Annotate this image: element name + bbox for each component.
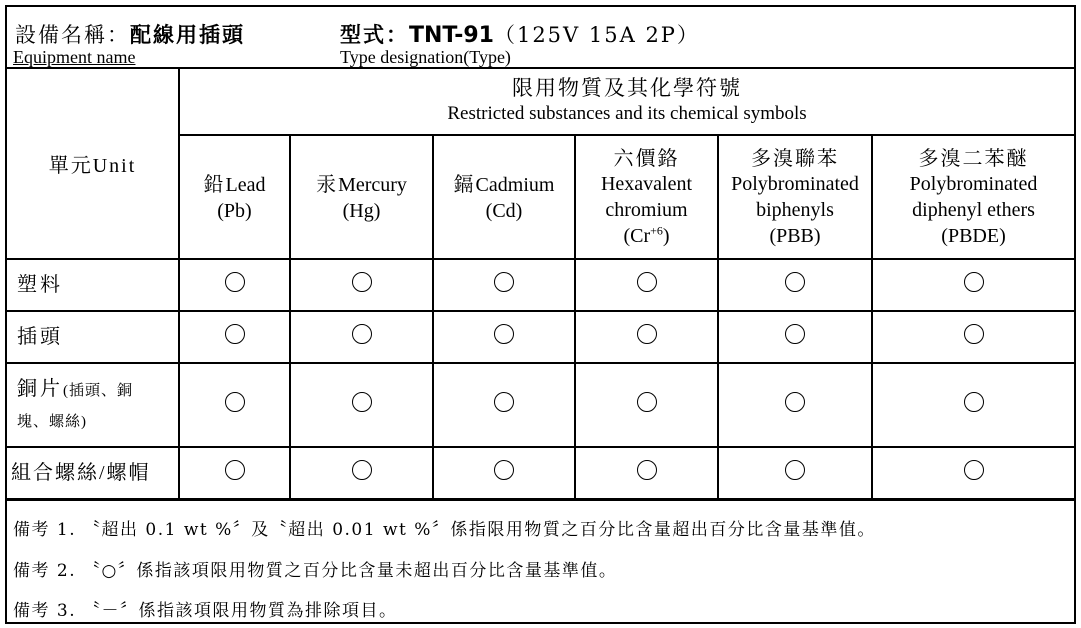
circle-icon	[225, 324, 245, 344]
table-row	[7, 259, 1074, 311]
circle-icon	[785, 272, 805, 292]
cell-mark	[872, 311, 1074, 363]
circle-icon	[964, 272, 984, 292]
header-section	[7, 7, 1074, 69]
cell-mark	[718, 311, 872, 363]
table-row	[7, 447, 1074, 499]
circle-icon	[225, 392, 245, 412]
cell-mark	[290, 311, 433, 363]
row-label-plastic: 塑料	[7, 259, 179, 311]
circle-icon	[494, 272, 514, 292]
cell-mark	[718, 447, 872, 499]
table-row	[7, 311, 1074, 363]
col-header-pbde: 多溴二苯醚 Polybrominated diphenyl ethers (PBDE)	[872, 135, 1074, 259]
col-header-pbb: 多溴聯苯 Polybrominated biphenyls (PBB)	[718, 135, 872, 259]
circle-icon	[494, 460, 514, 480]
cell-mark	[872, 363, 1074, 447]
col-header-hexavalent-chromium: 六價鉻 Hexavalent chromium $(Cr^{+6})$	[575, 135, 718, 259]
circle-icon	[225, 460, 245, 480]
row-label-plug: 插頭	[7, 311, 179, 363]
cell-mark	[718, 259, 872, 311]
circle-icon	[352, 324, 372, 344]
cell-mark	[575, 447, 718, 499]
cell-mark	[575, 259, 718, 311]
cell-mark	[179, 311, 290, 363]
cell-mark	[290, 259, 433, 311]
circle-icon	[785, 392, 805, 412]
circle-icon	[494, 324, 514, 344]
cell-mark	[575, 363, 718, 447]
circle-icon	[785, 460, 805, 480]
type-model: TNT-91	[409, 23, 494, 48]
note-2: 備考 2. 〝○〞係指該項限用物質之百分比含量未超出百分比含量基準值。	[13, 561, 618, 581]
circle-icon	[637, 460, 657, 480]
circle-icon	[637, 324, 657, 344]
cell-mark	[433, 447, 575, 499]
circle-icon	[352, 460, 372, 480]
unit-header: 單元Unit	[7, 67, 179, 259]
circle-icon	[637, 272, 657, 292]
row-label-copper: 銅片(插頭、銅 塊、螺絲)	[7, 363, 179, 447]
circle-icon	[964, 460, 984, 480]
cell-mark	[433, 363, 575, 447]
type-designation-en: Type designation(Type)	[340, 47, 511, 67]
cell-mark	[290, 447, 433, 499]
cell-mark	[179, 363, 290, 447]
type-rating: （125V 15A 2P）	[493, 23, 700, 47]
circle-icon	[964, 324, 984, 344]
type-designation: 型式：TNT-91（125V 15A 2P）	[340, 22, 700, 48]
cell-mark	[872, 259, 1074, 311]
equipment-name-en: Equipment name	[13, 47, 136, 67]
cell-mark	[575, 311, 718, 363]
col-header-mercury: 汞Mercury (Hg)	[290, 135, 433, 259]
cell-mark	[433, 311, 575, 363]
cell-mark	[872, 447, 1074, 499]
circle-icon	[225, 272, 245, 292]
cell-mark	[433, 259, 575, 311]
table-row	[7, 363, 1074, 447]
col-header-cadmium: 鎘Cadmium (Cd)	[433, 135, 575, 259]
circle-icon	[352, 272, 372, 292]
note-3: 備考 3. 〝－〞係指該項限用物質為排除項目。	[13, 601, 398, 621]
cell-mark	[179, 447, 290, 499]
row-label-screws: 組合螺絲/螺帽	[7, 447, 179, 499]
restricted-header-zh: 限用物質及其化學符號	[512, 75, 743, 100]
rohs-declaration-table	[5, 5, 1076, 624]
cell-mark	[718, 363, 872, 447]
col-header-lead: 鉛Lead (Pb)	[179, 135, 290, 259]
circle-icon	[637, 392, 657, 412]
circle-icon	[785, 324, 805, 344]
restricted-header-en: Restricted substances and its chemical symbols	[447, 102, 807, 124]
circle-icon	[964, 392, 984, 412]
cell-mark	[179, 259, 290, 311]
notes-section	[7, 499, 1074, 624]
substance-table	[7, 67, 1074, 500]
circle-icon	[494, 392, 514, 412]
equipment-name-label: 設備名稱：配線用插頭	[15, 22, 245, 47]
cell-mark	[290, 363, 433, 447]
note-1: 備考 1. 〝超出 0.1 wt %〞及〝超出 0.01 wt %〞係指限用物質之百分比含量超出百分比含量基準值。	[13, 520, 876, 540]
restricted-header	[179, 67, 1074, 135]
equipment-name-value: 配線用插頭	[130, 22, 245, 47]
circle-icon	[352, 392, 372, 412]
